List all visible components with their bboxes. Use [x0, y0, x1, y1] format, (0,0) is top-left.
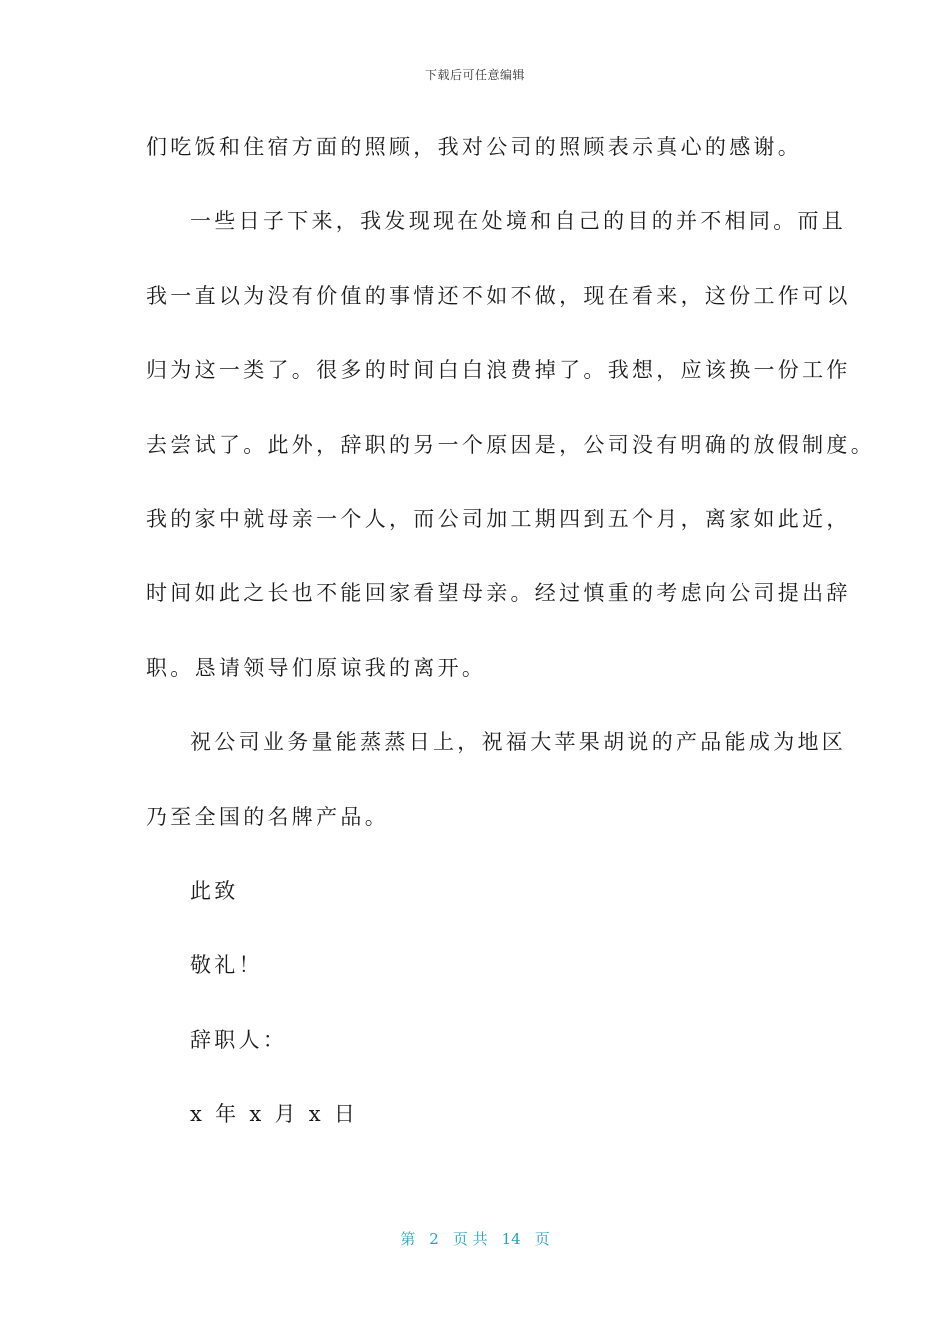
footer-suffix: 页 — [534, 1230, 550, 1248]
footer-middle: 页 共 — [452, 1230, 488, 1248]
page-header-note: 下载后可任意编辑 — [424, 68, 525, 82]
body-line: 一些日子下来，我发现现在处境和自己的目的并不相同。而且 — [190, 209, 847, 234]
body-line: 去尝试了。此外，辞职的另一个原因是，公司没有明确的放假制度。 — [146, 432, 875, 457]
document-body — [146, 124, 875, 1165]
closing-line: 此致 — [190, 878, 239, 903]
footer-prefix: 第 — [400, 1230, 416, 1248]
body-line: 我一直以为没有价值的事情还不如不做，现在看来，这份工作可以 — [146, 283, 851, 308]
date-line: x 年 x 月 x 日 — [190, 1102, 359, 1127]
total-pages-number: 14 — [501, 1230, 521, 1248]
page-footer — [0, 1228, 950, 1249]
body-line: 归为这一类了。很多的时间白白浪费掉了。我想，应该换一份工作 — [146, 358, 851, 383]
body-line: 们吃饭和住宿方面的照顾，我对公司的照顾表示真心的感谢。 — [146, 135, 803, 159]
current-page-number: 2 — [429, 1230, 439, 1248]
body-line: 乃至全国的名牌产品。 — [146, 804, 389, 829]
body-line: 我的家中就母亲一个人，而公司加工期四到五个月，离家如此近， — [146, 506, 851, 531]
salutation-line: 敬礼！ — [190, 953, 263, 978]
signature-line: 辞职人： — [190, 1027, 288, 1052]
body-line: 时间如此之长也不能回家看望母亲。经过慎重的考虑向公司提出辞 — [146, 581, 851, 606]
body-line: 祝公司业务量能蒸蒸日上，祝福大苹果胡说的产品能成为地区 — [190, 730, 847, 755]
body-line: 职。恳请领导们原谅我的离开。 — [146, 655, 487, 680]
